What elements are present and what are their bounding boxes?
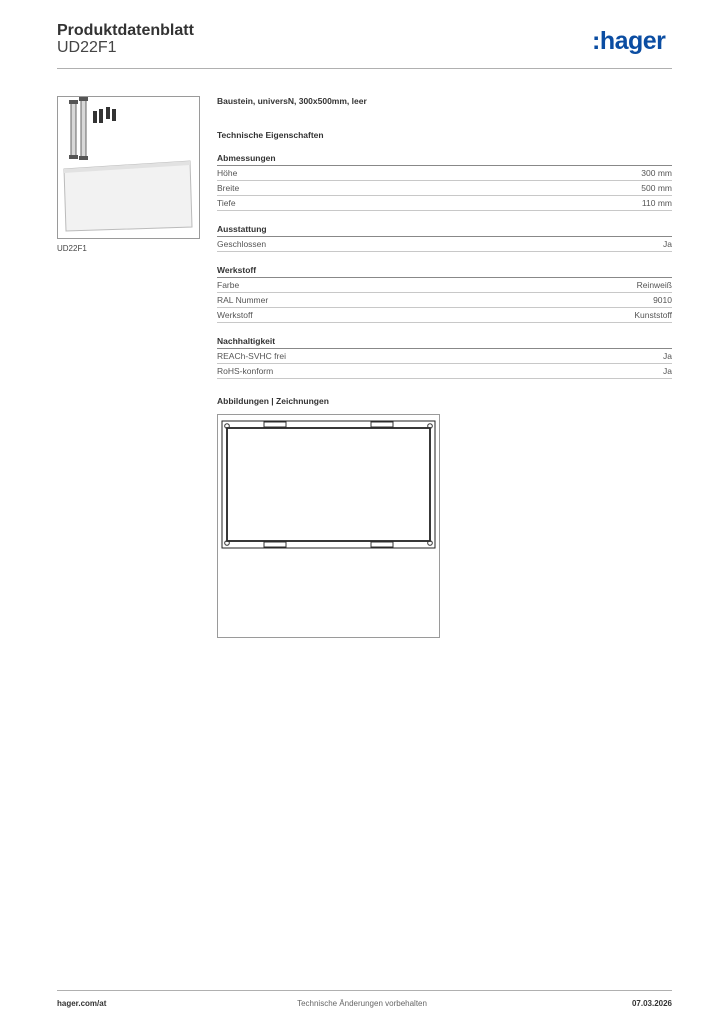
property-row (217, 349, 672, 364)
property-row (217, 364, 672, 379)
technical-drawing (217, 414, 440, 638)
property-label: Breite (217, 183, 240, 193)
property-value: Reinweiß (636, 280, 672, 290)
section-equipment (217, 224, 672, 252)
footer-notice: Technische Änderungen vorbehalten (297, 999, 427, 1008)
section-dimensions (217, 153, 672, 211)
section-title: Abmessungen (217, 153, 672, 166)
property-row (217, 181, 672, 196)
property-value: 110 mm (641, 198, 672, 208)
property-row (217, 293, 672, 308)
property-label: Werkstoff (217, 310, 253, 320)
image-caption: UD22F1 (57, 244, 87, 253)
property-value: 500 mm (641, 183, 672, 193)
section-material (217, 265, 672, 323)
technical-heading: Technische Eigenschaften (217, 130, 324, 140)
product-illustration (58, 97, 199, 238)
section-title: Nachhaltigkeit (217, 336, 672, 349)
product-details (217, 96, 672, 379)
hager-logo: :hager (592, 27, 666, 55)
footer-date: 07.03.2026 (631, 999, 672, 1008)
product-name: Baustein, universN, 300x500mm, leer (217, 96, 367, 106)
property-value: 300 mm (641, 168, 672, 178)
footer-website: hager.com/at (57, 999, 107, 1008)
property-row (217, 278, 672, 293)
product-code: UD22F1 (57, 39, 117, 56)
property-label: RAL Nummer (217, 295, 269, 305)
property-label: RoHS-konform (217, 366, 274, 376)
section-title: Werkstoff (217, 265, 672, 278)
property-row (217, 196, 672, 211)
product-image (57, 96, 200, 239)
property-label: Geschlossen (217, 239, 267, 249)
section-title: Ausstattung (217, 224, 672, 237)
property-row (217, 237, 672, 252)
property-row (217, 166, 672, 181)
document-title: Produktdatenblatt (57, 22, 194, 39)
property-label: Tiefe (217, 198, 236, 208)
section-sustainability (217, 336, 672, 379)
property-value: Ja (663, 239, 672, 249)
property-label: REACh-SVHC frei (217, 351, 286, 361)
property-label: Höhe (217, 168, 238, 178)
property-label: Farbe (217, 280, 240, 290)
property-value: Kunststoff (634, 310, 672, 320)
property-row (217, 308, 672, 323)
property-value: Ja (663, 351, 672, 361)
frame-drawing (218, 415, 439, 637)
property-value: Ja (663, 366, 672, 376)
property-value: 9010 (653, 295, 672, 305)
header-divider (57, 68, 672, 69)
drawings-heading: Abbildungen | Zeichnungen (217, 396, 329, 406)
footer-divider (57, 990, 672, 991)
